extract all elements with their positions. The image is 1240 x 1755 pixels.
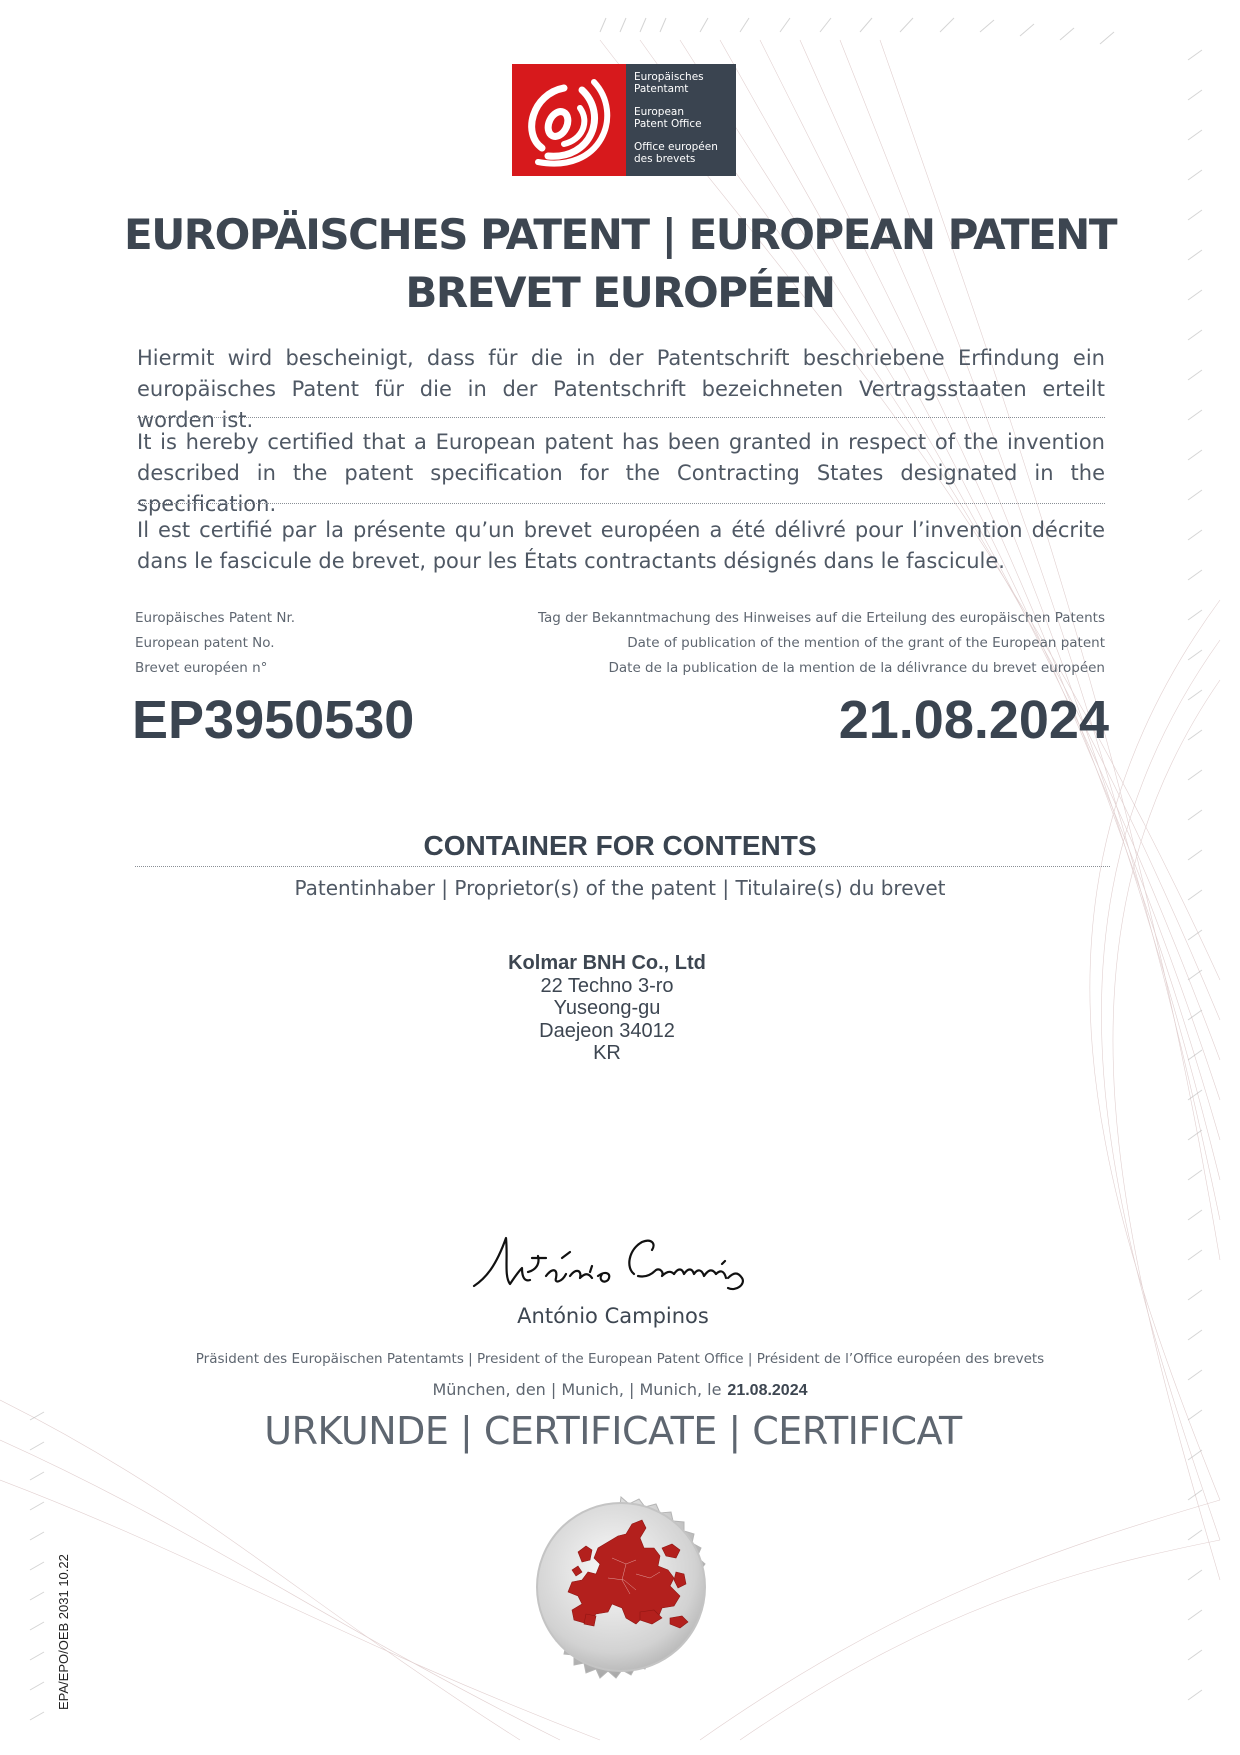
publication-date: 21.08.2024	[838, 690, 1109, 750]
signatory-name: António Campinos	[517, 1304, 709, 1328]
patent-number-label-en: European patent No.	[135, 635, 275, 651]
epo-logo	[512, 64, 736, 176]
statement-german: Hiermit wird bescheinigt, dass für die in der Patentschrift beschriebene Erfindung ein europäisches Patent für die in der Patentschrift bezeichneten Vertragsstaaten erteilt worden ist.	[137, 346, 1105, 432]
patent-number-label-fr: Brevet européen n°	[135, 660, 268, 676]
divider	[135, 866, 1110, 867]
logo-line: European	[634, 106, 685, 118]
handwritten-signature	[466, 1228, 756, 1298]
logo-name-fr	[634, 141, 736, 165]
europe-map-seal-icon	[512, 1478, 730, 1696]
publication-date-labels	[538, 606, 1105, 681]
publication-date-label-de: Tag der Bekanntmachung des Hinweises auf die Erteilung des europäischen Patents	[537, 610, 1105, 626]
invention-title: CONTAINER FOR CONTENTS	[423, 830, 817, 861]
publication-date-label-fr: Date de la publication de la mention de la délivrance du brevet européen	[608, 660, 1105, 676]
place-label: München, den | Munich, | Munich, le	[432, 1380, 722, 1399]
logo-line: Office européen	[634, 141, 718, 153]
statement-french: Il est certifié par la présente qu’un brevet européen a été délivré pour l’invention décrite dans le fascicule de brevet, pour les États contractants désignés dans le fascicule.	[137, 518, 1105, 573]
title-line-1: EUROPÄISCHES PATENT | EUROPEAN PATENT	[124, 210, 1116, 259]
logo-line: Patentamt	[634, 83, 689, 95]
form-code: EPA/EPO/OEB 2031 10.22	[56, 1554, 71, 1710]
logo-line: des brevets	[634, 153, 696, 165]
proprietor-name: Kolmar BNH Co., Ltd	[508, 952, 706, 974]
epo-logo-mark-icon	[512, 64, 626, 176]
address-line: Yuseong-gu	[553, 997, 661, 1019]
address-line: Daejeon 34012	[539, 1019, 675, 1042]
epo-logo-text	[626, 64, 736, 176]
place-and-date	[0, 1380, 1240, 1400]
publication-date-label-en: Date of publication of the mention of the grant of the European patent	[627, 635, 1105, 651]
logo-line: Patent Office	[634, 118, 702, 130]
proprietor-address	[0, 952, 1214, 1065]
logo-name-de	[634, 71, 736, 95]
logo-name-en	[634, 106, 736, 130]
address-line: 22 Techno 3-ro	[540, 974, 674, 997]
address-country: KR	[593, 1042, 621, 1064]
divider	[137, 417, 1105, 418]
signatory-role: Präsident des Europäischen Patentamts | President of the European Patent Office | Président de l’Office européen des brevets	[195, 1351, 1045, 1367]
certificate-label: URKUNDE | CERTIFICATE | CERTIFICAT	[264, 1409, 962, 1453]
proprietor-label: Patentinhaber | Proprietor(s) of the patent | Titulaire(s) du brevet	[294, 876, 946, 900]
patent-number-label-de: Europäisches Patent Nr.	[135, 610, 296, 626]
document-title	[0, 206, 1240, 322]
title-line-2: BREVET EUROPÉEN	[405, 268, 835, 317]
signature-date: 21.08.2024	[727, 1382, 808, 1399]
statement-english: It is hereby certified that a European patent has been granted in respect of the invention described in the patent specification for the Contracting States designated in the specification.	[137, 430, 1105, 516]
patent-number: EP3950530	[132, 690, 415, 750]
logo-line: Europäisches	[634, 71, 704, 83]
patent-number-labels	[135, 606, 295, 681]
divider	[137, 503, 1105, 504]
